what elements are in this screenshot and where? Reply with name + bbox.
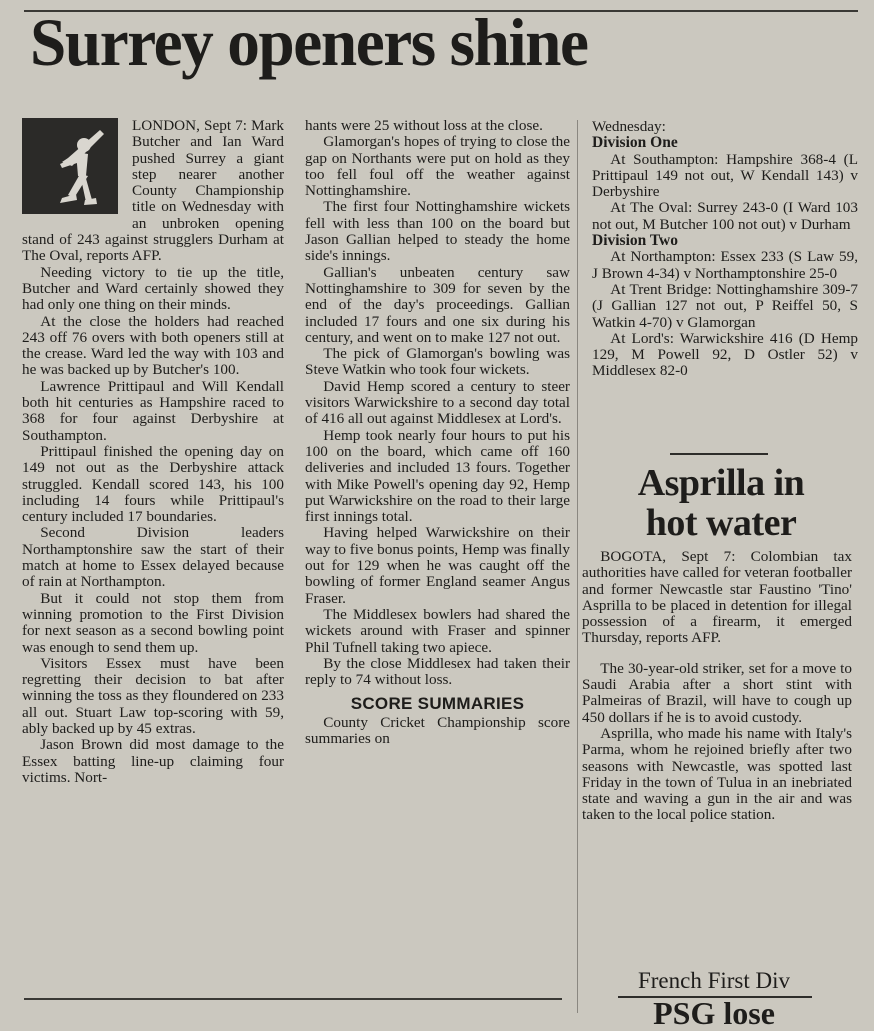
scores-intro: Wednesday: [592, 118, 666, 135]
article-paragraph: Hemp took nearly four hours to put his 100 on the board, which came off 160 deliveries and included 13 fours. Together with Mike Powell's opening day 92, Hemp put Warwickshire on the road to their large first innings total. [305, 426, 570, 526]
article-paragraph: BOGOTA, Sept 7: Colombian tax authorities have called for veteran footballer and former Newcastle star Faustino 'Tino' Asprilla to be placed in detention for illegal possession of a firearm, it emerged Thursday, reports AFP. [582, 548, 852, 647]
score-item: At The Oval: Surrey 243-0 (I Ward 103 not out, M Butcher 100 not out) v Durham [592, 199, 858, 233]
column-2 [305, 118, 570, 747]
article-paragraph: Having helped Warwickshire on their way to five bonus points, Hemp was finally out for 129 when he was caught off the bowling of former England seamer Angus Fraser. [305, 524, 570, 607]
article-paragraph: Gallian's unbeaten century saw Nottinghamshire to 309 for seven by the end of the day's proceedings. Gallian included 17 fours and one six during his century, and went on to make 127 not out. [305, 263, 570, 346]
article-paragraph: LONDON, Sept 7: Mark Butcher and Ian Ward pushed Surrey a giant step nearer another County Championship title on Wednesday with an unbroken opening stand of 243 against strugglers Durham at The Oval, reports AFP. [22, 117, 284, 265]
article-paragraph: By the close Middlesex had taken their reply to 74 without loss. [305, 654, 570, 689]
article-paragraph: The 30-year-old striker, set for a move to Saudi Arabia after a short stint with Palmeiras of Brazil, will have to cough up 450 dollars if he is to avoid custody. [582, 659, 852, 726]
article-paragraph: Lawrence Prittipaul and Will Kendall both hit centuries as Hampshire raced to 368 for four against Derbyshire at Southampton. [22, 377, 284, 444]
score-item: At Northampton: Essex 233 (S Law 59, J Brown 4-34) v Northamptonshire 25-0 [592, 248, 858, 282]
article-paragraph: Asprilla, who made his name with Italy's Parma, whom he rejoined briefly after two seasons with Newcastle, was spotted last Friday in the town of Tulua in an inebriated state and waving a gun in the air and was taken to the local police station. [582, 724, 852, 824]
article-paragraph: Second Division leaders Northamptonshire saw the start of their match at home to Essex delayed because of rain at Northampton. [22, 524, 284, 591]
score-item: At Lord's: Warwickshire 416 (D Hemp 129, M Powell 92, D Ostler 52) v Middlesex 82-0 [592, 329, 858, 380]
article-paragraph: Jason Brown did most damage to the Essex batting line-up claiming four victims. Nort- [22, 736, 284, 786]
column-divider [577, 120, 578, 1013]
column-3-scores [592, 119, 858, 380]
division-one-heading: Division One [592, 134, 678, 152]
asprilla-headline-line-2: hot water [645, 502, 797, 544]
article-paragraph: The pick of Glamorgan's bowling was Steve Watkin who took four wickets. [305, 345, 570, 379]
asprilla-article [582, 549, 852, 824]
score-item: At Trent Bridge: Nottinghamshire 309-7 (J Gallian 127 not out, P Reiffel 50, S Watkin 4-70) v Glamorgan [592, 280, 858, 331]
article-paragraph: At the close the holders had reached 243 off 76 overs with both openers still at the crease. Ward led the way with 103 and he was backed up by Butcher's 100. [22, 312, 284, 379]
article-paragraph: Glamorgan's hopes of trying to close the gap on Northants were put on hold as they too fell foul off the weather against Nottinghamshire. [305, 133, 570, 200]
main-headline: Surrey openers shine [30, 4, 588, 80]
score-summaries-heading: SCORE SUMMARIES [350, 694, 525, 714]
article-paragraph: Visitors Essex must have been regretting their decision to bat after winning the toss as they floundered on 233 all out. Stuart Law top-scoring with 59, ably backed up by 45 extras. [22, 654, 284, 737]
article-paragraph: But it could not stop them from winning promotion to the First Division for next season as a second bowling point was enough to send them up. [22, 589, 284, 656]
column-1 [22, 118, 284, 786]
article-paragraph: Prittipaul finished the opening day on 149 not out as the Derbyshire attack struggled. Kendall scored 143, his 100 including 14 fours while Prittipaul's century included 17 boundaries. [22, 442, 284, 526]
score-summaries-intro: County Cricket Championship score summaries on [305, 713, 570, 747]
asprilla-headline-line-1: Asprilla in [637, 462, 805, 504]
article-paragraph: The first four Nottinghamshire wickets fell with less than 100 on the board but Jason Gallian helped to steady the home side's innings. [305, 198, 570, 265]
section-rule [670, 453, 768, 455]
bottom-rule [24, 998, 562, 1000]
division-two-heading: Division Two [592, 232, 678, 250]
french-first-div-kicker: French First Div [637, 968, 791, 993]
article-paragraph: The Middlesex bowlers had shared the wickets around with Fraser and spinner Phil Tufnell taking two apiece. [305, 605, 570, 656]
article-paragraph: hants were 25 without loss at the close. [305, 117, 543, 134]
article-paragraph: David Hemp scored a century to steer visitors Warwickshire to a second day total of 416 all out against Middlesex at Lord's. [305, 377, 570, 428]
asprilla-headline [592, 463, 850, 543]
psg-headline: PSG lose [653, 995, 775, 1031]
cricket-batsman-icon [22, 118, 118, 214]
score-item: At Southampton: Hampshire 368-4 (L Prittipaul 149 not out, W Kendall 143) v Derbyshire [592, 150, 858, 201]
article-paragraph: Needing victory to tie up the title, Butcher and Ward certainly showed they had only one thing on their minds. [22, 263, 284, 314]
